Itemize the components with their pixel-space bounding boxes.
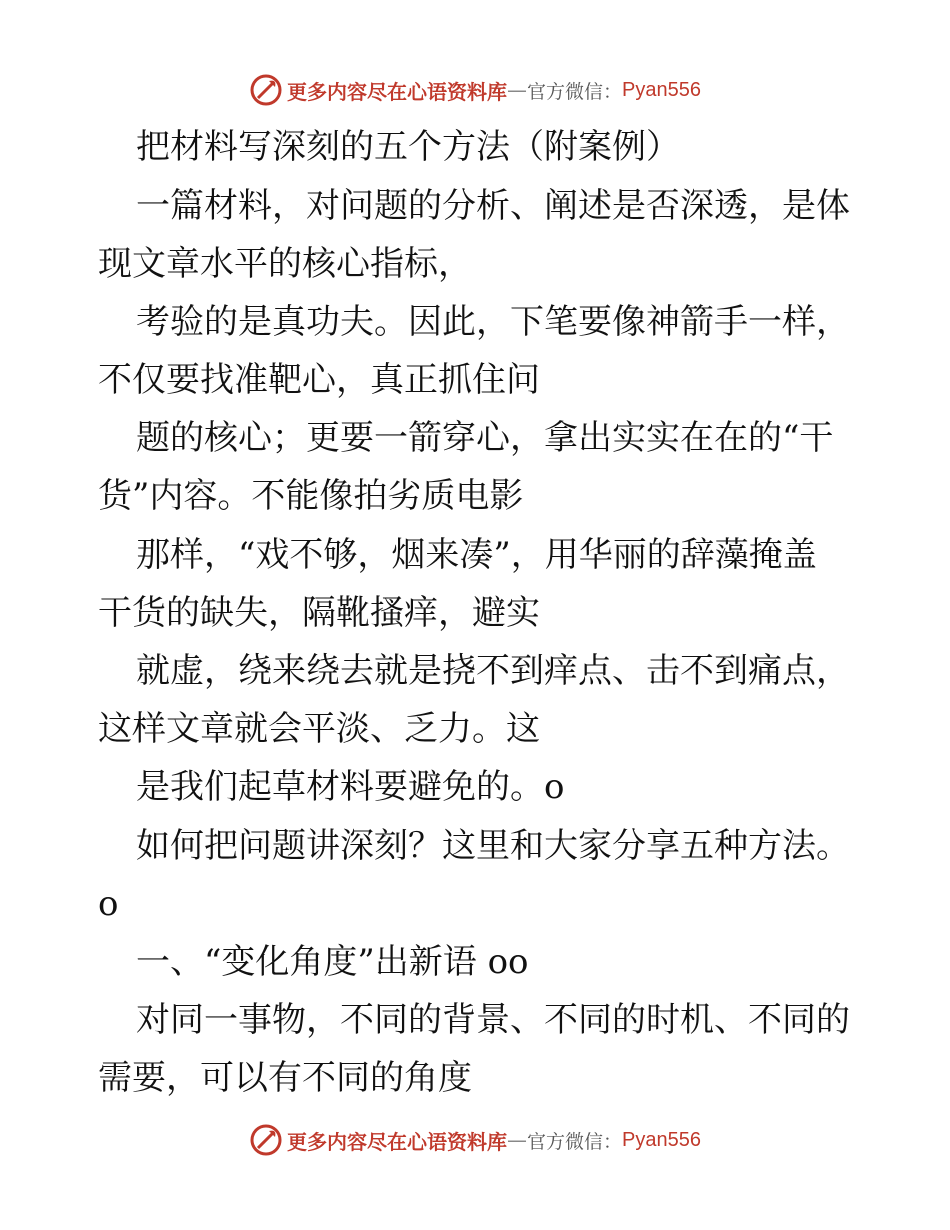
banner-main-text: 更多内容尽在心语资料库 xyxy=(287,1129,507,1154)
banner-main-text: 更多内容尽在心语资料库 xyxy=(287,79,507,104)
banner-wechat-id: Pyan556 xyxy=(622,1128,701,1151)
text-line: 考验的是真功夫。因此，下笔要像神箭手一样， xyxy=(136,302,850,342)
text-line: 一篇材料，对问题的分析、阐述是否深透，是体 xyxy=(136,186,850,226)
text-line: 这样文章就会平淡、乏力。这 xyxy=(98,709,540,749)
text-line: 是我们起草材料要避免的。o xyxy=(136,767,565,807)
text-line: 那样，“戏不够，烟来凑”，用华丽的辞藻掩盖 xyxy=(136,535,817,575)
header-banner xyxy=(0,70,950,110)
text-line: 如何把问题讲深刻？这里和大家分享五种方法。 xyxy=(136,826,850,866)
text-line: 货”内容。不能像拍劣质电影 xyxy=(98,476,524,516)
text-line: 需要，可以有不同的角度 xyxy=(98,1058,472,1098)
banner-wechat-label: 官方微信： xyxy=(527,1130,623,1153)
quill-logo-icon xyxy=(249,1123,283,1157)
footer-banner xyxy=(0,1120,950,1160)
banner-dash: — xyxy=(507,1128,527,1152)
doc-title: 把材料写深刻的五个方法（附案例） xyxy=(136,127,680,167)
quill-logo-icon xyxy=(249,73,283,107)
banner-dash: — xyxy=(507,78,527,102)
banner-wechat-id: Pyan556 xyxy=(622,78,701,101)
text-line: 就虚，绕来绕去就是挠不到痒点、击不到痛点， xyxy=(136,651,850,691)
banner-wechat-label: 官方微信： xyxy=(527,80,623,103)
text-line: 对同一事物，不同的背景、不同的时机、不同的 xyxy=(136,1000,850,1040)
section-heading: 一、“变化角度”出新语 oo xyxy=(136,942,529,982)
text-line: 现文章水平的核心指标， xyxy=(98,244,472,284)
text-line: 不仅要找准靶心，真正抓住问 xyxy=(98,360,540,400)
text-line: o xyxy=(98,884,119,924)
text-line: 题的核心；更要一箭穿心，拿出实实在在的“干 xyxy=(136,418,834,458)
text-line: 干货的缺失，隔靴搔痒，避实 xyxy=(98,593,540,633)
